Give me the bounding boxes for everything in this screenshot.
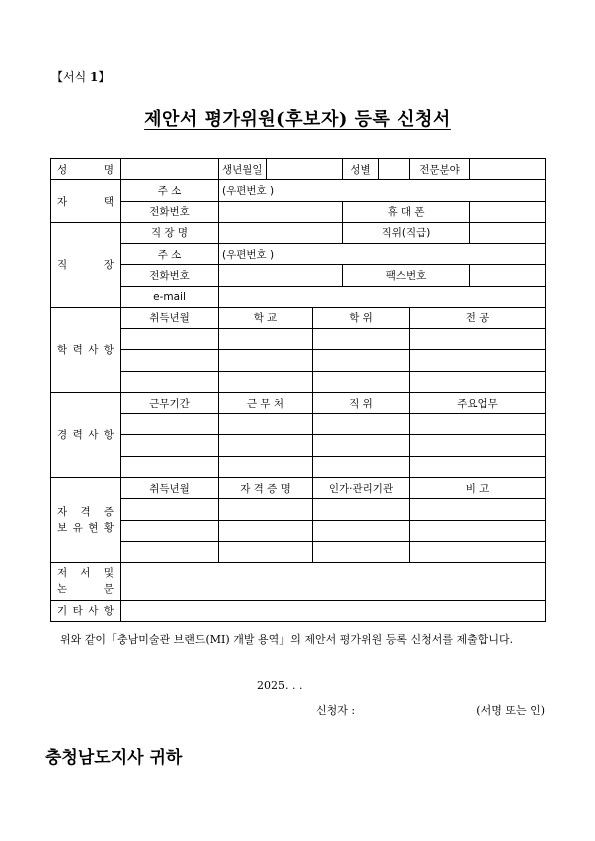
work-address-label: 주 소 bbox=[121, 244, 219, 265]
education-header: 학 교 bbox=[219, 307, 313, 328]
submission-date: 2025. . . bbox=[257, 679, 303, 692]
table-cell[interactable] bbox=[313, 371, 410, 392]
education-header: 취득년월 bbox=[121, 307, 219, 328]
table-cell[interactable] bbox=[410, 520, 546, 541]
table-cell[interactable] bbox=[410, 499, 546, 520]
table-cell[interactable] bbox=[219, 329, 313, 350]
career-header: 근 무 처 bbox=[219, 392, 313, 413]
applicant-label: 신청자 : bbox=[316, 704, 356, 717]
table-cell[interactable] bbox=[121, 350, 219, 371]
career-entry-row bbox=[51, 435, 546, 456]
table-cell[interactable] bbox=[121, 456, 219, 477]
home-address-row bbox=[51, 180, 546, 201]
education-label: 학 력 사 항 bbox=[51, 307, 121, 392]
etc-label: 기 타 사 항 bbox=[51, 600, 121, 621]
table-cell[interactable] bbox=[121, 541, 219, 562]
table-cell[interactable] bbox=[121, 520, 219, 541]
table-cell[interactable] bbox=[410, 414, 546, 435]
name-label: 성 명 bbox=[51, 159, 121, 180]
table-cell[interactable] bbox=[313, 456, 410, 477]
work-company-field[interactable] bbox=[219, 222, 343, 243]
education-header-row bbox=[51, 307, 546, 328]
gender-label: 성별 bbox=[343, 159, 379, 180]
work-company-label: 직 장 명 bbox=[121, 222, 219, 243]
name-field[interactable] bbox=[121, 159, 219, 180]
work-label: 직 장 bbox=[51, 222, 121, 307]
license-label-line: 보 유 현 황 bbox=[57, 522, 114, 535]
table-cell[interactable] bbox=[219, 499, 313, 520]
career-header: 주요업무 bbox=[410, 392, 546, 413]
license-header: 취득년월 bbox=[121, 477, 219, 498]
table-cell[interactable] bbox=[219, 520, 313, 541]
table-cell[interactable] bbox=[313, 520, 410, 541]
table-cell[interactable] bbox=[121, 329, 219, 350]
work-fax-field[interactable] bbox=[470, 265, 546, 286]
career-entry-row bbox=[51, 414, 546, 435]
work-position-field[interactable] bbox=[470, 222, 546, 243]
education-entry-row bbox=[51, 350, 546, 371]
table-cell[interactable] bbox=[121, 414, 219, 435]
table-cell[interactable] bbox=[219, 435, 313, 456]
license-header: 인가·관리기관 bbox=[313, 477, 410, 498]
career-header-row bbox=[51, 392, 546, 413]
work-phone-field[interactable] bbox=[219, 265, 343, 286]
addressee: 충청남도지사 귀하 bbox=[45, 748, 183, 768]
table-cell[interactable] bbox=[410, 435, 546, 456]
table-cell[interactable] bbox=[313, 329, 410, 350]
home-mobile-field[interactable] bbox=[470, 201, 546, 222]
table-cell[interactable] bbox=[313, 414, 410, 435]
career-entry-row bbox=[51, 456, 546, 477]
education-header: 학 위 bbox=[313, 307, 410, 328]
gender-field[interactable] bbox=[379, 159, 410, 180]
table-cell[interactable] bbox=[219, 456, 313, 477]
home-phone-label: 전화번호 bbox=[121, 201, 219, 222]
home-address-label: 주 소 bbox=[121, 180, 219, 201]
table-cell[interactable] bbox=[219, 414, 313, 435]
work-fax-label: 팩스번호 bbox=[343, 265, 470, 286]
table-cell[interactable] bbox=[121, 499, 219, 520]
table-cell[interactable] bbox=[313, 499, 410, 520]
table-cell[interactable] bbox=[219, 350, 313, 371]
education-entry-row bbox=[51, 371, 546, 392]
papers-row bbox=[51, 563, 546, 600]
home-address-field[interactable]: (우편번호 ) bbox=[219, 180, 546, 201]
table-cell[interactable] bbox=[121, 371, 219, 392]
table-cell[interactable] bbox=[410, 329, 546, 350]
papers-label-line: 논 문 bbox=[57, 583, 114, 596]
home-phone-field[interactable] bbox=[219, 201, 343, 222]
license-label-line: 자 격 증 bbox=[57, 506, 114, 519]
table-cell[interactable] bbox=[313, 435, 410, 456]
work-email-label: e-mail bbox=[121, 286, 219, 307]
license-entry-row bbox=[51, 541, 546, 562]
work-position-label: 직위(직급) bbox=[343, 222, 470, 243]
table-cell[interactable] bbox=[313, 541, 410, 562]
document-title: 제안서 평가위원(후보자) 등록 신청서 bbox=[144, 109, 451, 130]
form-number-tag: 【서식 1】 bbox=[51, 70, 111, 84]
work-address-row bbox=[51, 244, 546, 265]
home-label: 자 택 bbox=[51, 180, 121, 223]
birth-field[interactable] bbox=[267, 159, 343, 180]
papers-label bbox=[51, 563, 121, 600]
license-entry-row bbox=[51, 499, 546, 520]
table-cell[interactable] bbox=[313, 350, 410, 371]
license-entry-row bbox=[51, 520, 546, 541]
table-cell[interactable] bbox=[410, 541, 546, 562]
personal-info-row bbox=[51, 159, 546, 180]
license-label bbox=[51, 477, 121, 562]
field-field[interactable] bbox=[470, 159, 546, 180]
table-cell[interactable] bbox=[410, 456, 546, 477]
work-email-field[interactable] bbox=[219, 286, 546, 307]
field-label: 전문분야 bbox=[410, 159, 470, 180]
table-cell[interactable] bbox=[410, 350, 546, 371]
table-cell[interactable] bbox=[121, 435, 219, 456]
etc-row bbox=[51, 600, 546, 621]
education-entry-row bbox=[51, 329, 546, 350]
signature-note: (서명 또는 인) bbox=[476, 704, 545, 717]
work-address-field[interactable]: (우편번호 ) bbox=[219, 244, 546, 265]
papers-label-line: 저 서 및 bbox=[57, 567, 114, 580]
license-header-row bbox=[51, 477, 546, 498]
statement-paragraph: 위와 같이「충남미술관 브랜드(MI) 개발 용역」의 제안서 평가위원 등록 신청서를 제출합니다. bbox=[60, 633, 514, 646]
license-header: 비 고 bbox=[410, 477, 546, 498]
work-phone-row bbox=[51, 265, 546, 286]
table-cell[interactable] bbox=[219, 541, 313, 562]
work-phone-label: 전화번호 bbox=[121, 265, 219, 286]
etc-field[interactable] bbox=[121, 600, 546, 621]
table-cell[interactable] bbox=[410, 371, 546, 392]
home-mobile-label: 휴 대 폰 bbox=[343, 201, 470, 222]
work-company-row bbox=[51, 222, 546, 243]
table-cell[interactable] bbox=[219, 371, 313, 392]
license-header: 자 격 증 명 bbox=[219, 477, 313, 498]
home-phone-row bbox=[51, 201, 546, 222]
work-email-row bbox=[51, 286, 546, 307]
career-header: 근무기간 bbox=[121, 392, 219, 413]
career-label: 경 력 사 항 bbox=[51, 392, 121, 477]
application-form-table bbox=[50, 158, 546, 622]
education-header: 전 공 bbox=[410, 307, 546, 328]
papers-field[interactable] bbox=[121, 563, 546, 600]
birth-label: 생년월일 bbox=[219, 159, 267, 180]
career-header: 직 위 bbox=[313, 392, 410, 413]
